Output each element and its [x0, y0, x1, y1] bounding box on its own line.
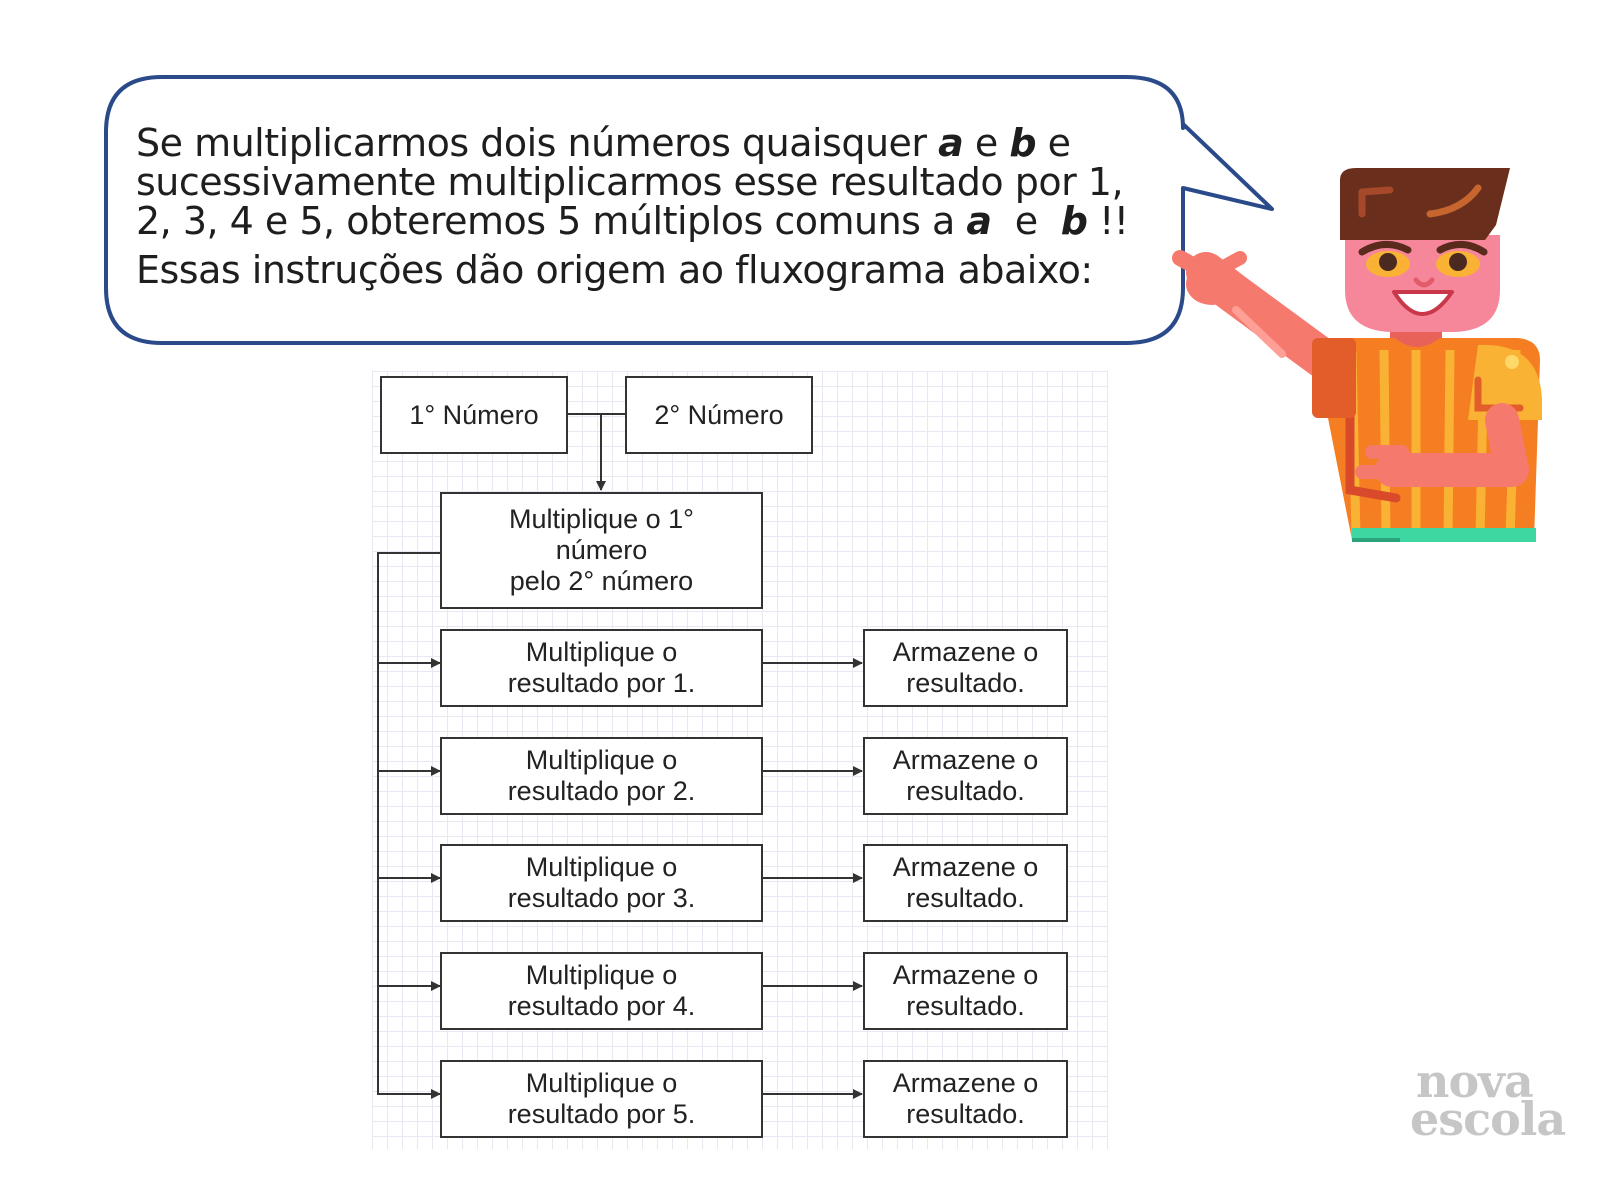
node-label: 1° Número: [409, 399, 539, 430]
node-label-line: resultado.: [906, 776, 1025, 806]
node-label-line: resultado por 2.: [507, 776, 696, 806]
node-label-line: Multiplique o: [525, 1068, 678, 1098]
node-label-line: resultado.: [906, 668, 1025, 698]
variable-a: a: [938, 121, 964, 165]
logo-line-1: nova: [1416, 1054, 1533, 1108]
nova-escola-logo: [1410, 1054, 1570, 1146]
node-label-line: Armazene o: [892, 745, 1039, 775]
node-label-line: resultado.: [906, 991, 1025, 1021]
node-label-line: pelo 2° número: [509, 566, 694, 596]
node-label-line: resultado por 4.: [507, 991, 696, 1021]
node-label-line: resultado por 1.: [507, 668, 696, 698]
node-label-line: resultado por 3.: [507, 883, 696, 913]
node-label-line: resultado.: [906, 1099, 1025, 1129]
node-label-line: resultado.: [906, 883, 1025, 913]
variable-b: b: [1009, 121, 1037, 165]
node-label-line: Armazene o: [892, 960, 1039, 990]
variable-b: b: [1060, 199, 1088, 243]
bubble-text-segment: Se multiplicarmos dois números quaisquer: [136, 121, 939, 165]
variable-a: a: [966, 199, 992, 243]
node-label-line: Multiplique o: [525, 852, 678, 882]
bubble-text-segment: e sucessivamente multiplicarmos esse resultado por 1, 2, 3, 4 e 5, obteremos 5 múltiplos comuns a: [136, 121, 1124, 243]
bubble-text-segment: !!: [1087, 199, 1129, 243]
node-label: 2° Número: [654, 399, 784, 430]
node-label-line: Armazene o: [892, 852, 1039, 882]
bubble-text-segment: e: [991, 199, 1061, 243]
node-label-line: Multiplique o 1°: [509, 504, 694, 534]
node-label-line: Armazene o: [892, 637, 1039, 667]
logo-line-2: escola: [1410, 1092, 1566, 1146]
node-label-line: número: [555, 535, 648, 565]
node-label-line: Multiplique o: [525, 960, 678, 990]
bubble-text-segment: e: [963, 121, 1010, 165]
node-label-line: Multiplique o: [525, 637, 678, 667]
node-label-line: resultado por 5.: [507, 1099, 696, 1129]
node-label-line: Armazene o: [892, 1068, 1039, 1098]
bubble-paragraph-2: Essas instruções dão origem ao fluxograma abaixo:: [136, 248, 1093, 292]
node-label-line: Multiplique o: [525, 745, 678, 775]
